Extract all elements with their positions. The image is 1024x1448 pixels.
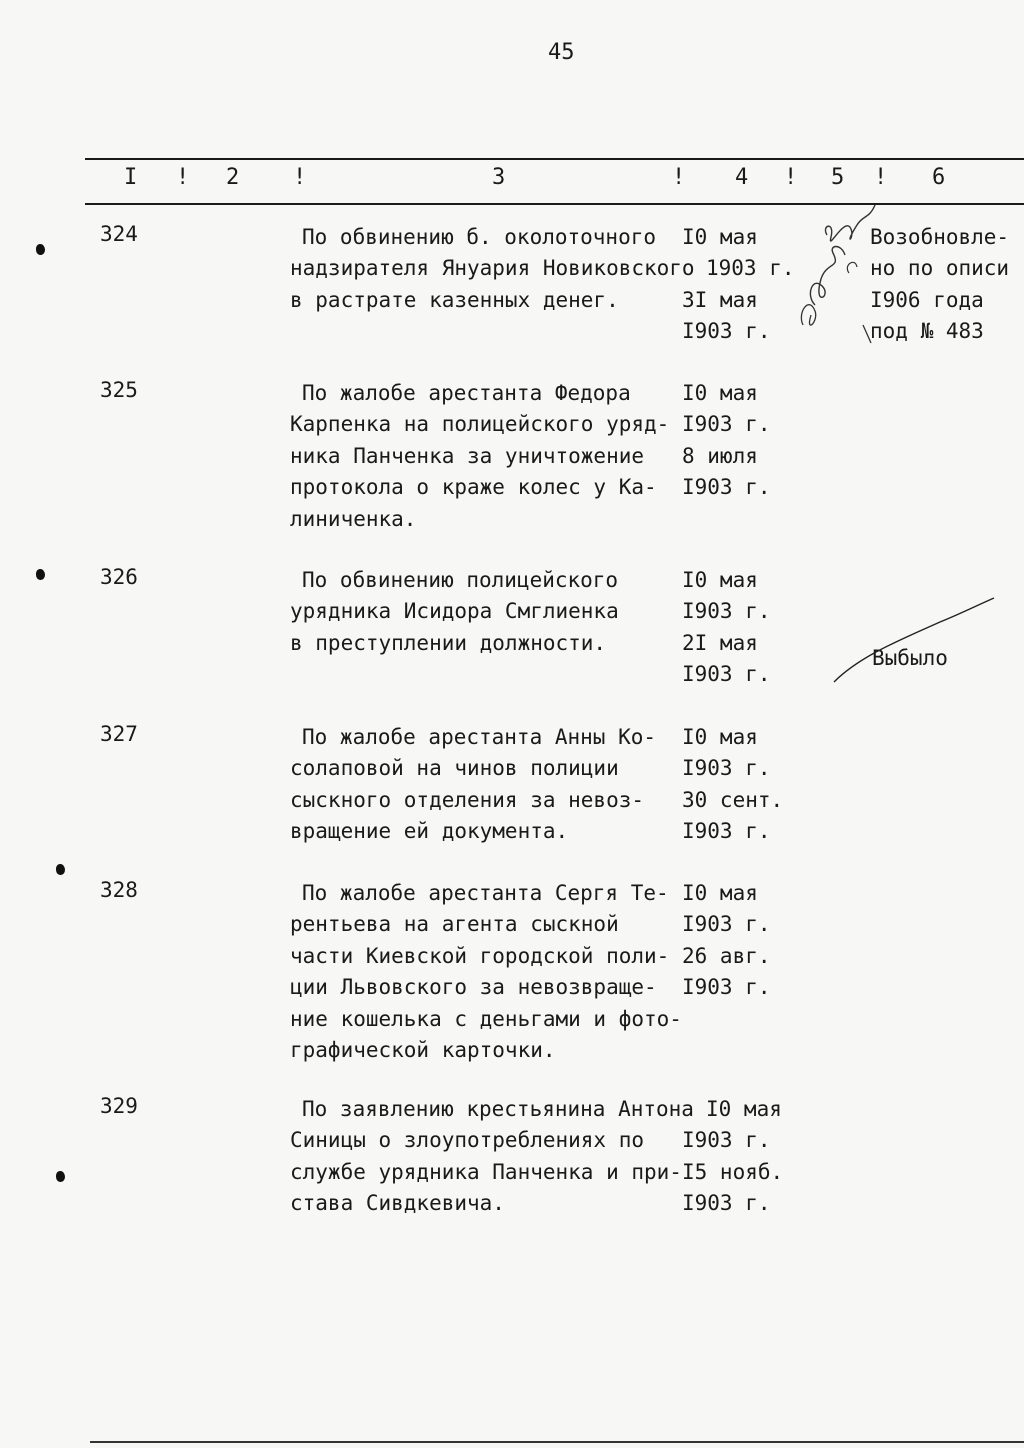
date-line: I903 г.: [682, 662, 771, 687]
entry-description: [290, 378, 685, 535]
entry-dates: [682, 565, 802, 691]
description-line: По обвинению полицейского: [302, 568, 619, 592]
column-5-header: 5: [831, 165, 845, 190]
entry-dates: [682, 378, 802, 504]
entry-description: [290, 222, 695, 316]
date-line: I903 г.: [682, 912, 771, 937]
description-line: протокола о краже колес у Ка-: [290, 475, 657, 500]
entry-number: 326: [100, 565, 138, 589]
description-line: По обвинению б. околоточного: [302, 225, 657, 249]
date-line: 26 авг.: [682, 943, 771, 968]
page-number: 45: [548, 40, 575, 65]
column-separator: !: [874, 165, 888, 190]
handwritten-signature: [785, 195, 880, 355]
column-6-header: 6: [932, 165, 946, 190]
page-bottom-edge: [90, 1441, 1024, 1443]
date-line: I0 мая: [706, 1097, 782, 1121]
entry-description: [290, 878, 685, 1066]
entry-dates: [682, 878, 802, 1004]
entry-dates: [682, 1094, 826, 1220]
description-line: рентьева на агента сыскной: [290, 912, 619, 937]
description-line: части Киевской городской поли-: [290, 943, 670, 968]
header-rule-top: [85, 158, 1024, 160]
entry-description: [290, 565, 685, 659]
entry-dates: [682, 222, 802, 348]
date-line: I903 г.: [682, 319, 771, 344]
column-2-header: 2: [226, 165, 240, 190]
description-line: Синицы о злоупотреблениях по: [290, 1128, 645, 1153]
date-line: I0 мая: [682, 568, 758, 592]
description-line: в растрате казенных денег.: [290, 287, 619, 312]
column-3-header: 3: [492, 165, 506, 190]
date-line: I903 г.: [682, 756, 771, 781]
description-line: ции Львовского за невозвраще-: [290, 975, 657, 1000]
description-line: Карпенка на полицейского уряд-: [290, 412, 670, 437]
margin-ink-mark: [36, 569, 45, 580]
date-line: I903 г.: [682, 1128, 771, 1153]
description-line: линиченка.: [290, 506, 417, 531]
entry-number: 328: [100, 878, 138, 902]
entry-number: 327: [100, 722, 138, 746]
date-line: I5 нояб.: [682, 1159, 784, 1184]
date-line: I903 г.: [682, 819, 771, 844]
entry-number: 325: [100, 378, 138, 402]
entry-note: Выбыло: [872, 646, 948, 670]
entry-number: 329: [100, 1094, 138, 1118]
date-line: I0 мая: [682, 725, 758, 749]
date-line: 3I мая: [682, 287, 758, 312]
description-line: По заявлению крестьянина Антона: [302, 1097, 694, 1121]
margin-ink-mark: [36, 244, 45, 255]
entry-note: [870, 222, 1024, 348]
column-separator: !: [176, 165, 190, 190]
description-line: сыскного отделения за невоз-: [290, 787, 645, 812]
date-line: 8 июля: [682, 443, 758, 468]
date-line: I903 г.: [682, 1191, 771, 1216]
column-separator: !: [293, 165, 307, 190]
description-line: в преступлении должности.: [290, 630, 607, 655]
entry-description: [290, 1094, 694, 1220]
entry-dates: [682, 722, 802, 848]
date-line: 2I мая: [682, 630, 758, 655]
date-line: I0 мая: [682, 225, 758, 249]
description-line: графической карточки.: [290, 1037, 556, 1062]
date-line: 1903 г.: [706, 256, 795, 281]
note-line: I906 года: [870, 287, 984, 312]
description-line: вращение ей документа.: [290, 819, 569, 844]
column-1-header: I: [124, 165, 138, 190]
description-line: урядника Исидора Смглиенка: [290, 599, 619, 624]
date-line: 30 сент.: [682, 787, 784, 812]
entry-number: 324: [100, 222, 138, 246]
entry-description: [290, 722, 685, 848]
date-line: I0 мая: [682, 381, 758, 405]
date-line: I903 г.: [682, 475, 771, 500]
date-line: I903 г.: [682, 599, 771, 624]
description-line: става Сивдкевича.: [290, 1191, 505, 1216]
margin-ink-mark: [56, 1171, 65, 1182]
description-line: ника Панченка за уничтожение: [290, 443, 645, 468]
date-line: I0 мая: [682, 881, 758, 905]
description-line: По жалобе арестанта Анны Ко-: [302, 725, 657, 749]
header-rule-bottom: [85, 203, 1024, 205]
margin-ink-mark: [56, 864, 65, 875]
note-line: но по описи: [870, 256, 1010, 281]
note-line: Возобновле-: [870, 225, 1010, 249]
pen-strike-line: [830, 590, 1000, 690]
column-separator: !: [672, 165, 686, 190]
description-line: солаповой на чинов полиции: [290, 756, 619, 781]
note-line: под № 483: [870, 319, 984, 344]
column-4-header: 4: [735, 165, 749, 190]
column-separator: !: [784, 165, 798, 190]
description-line: службе урядника Панченка и при-: [290, 1159, 682, 1184]
description-line: ние кошелька с деньгами и фото-: [290, 1006, 682, 1031]
description-line: По жалобе арестанта Сергя Те-: [302, 881, 669, 905]
date-line: I903 г.: [682, 975, 771, 1000]
description-line: По жалобе арестанта Федора: [302, 381, 631, 405]
date-line: I903 г.: [682, 412, 771, 437]
description-line: надзирателя Януария Новиковского: [290, 256, 695, 281]
